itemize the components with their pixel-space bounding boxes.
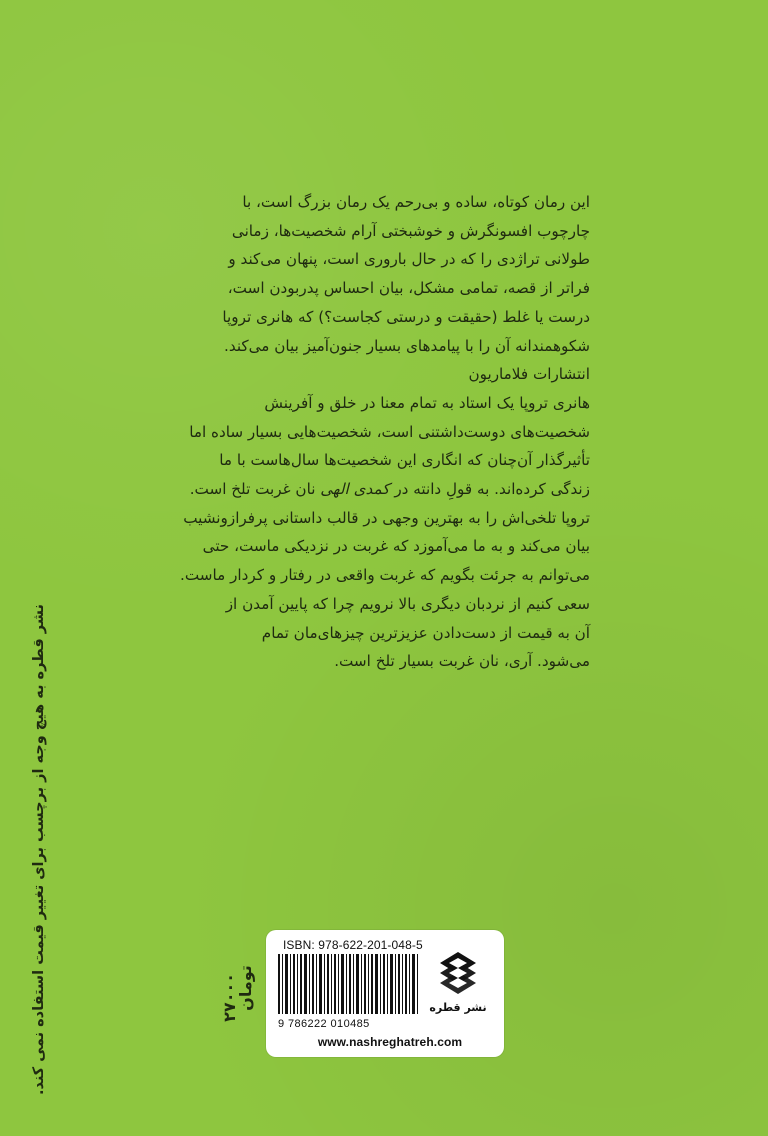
publisher-credit-text: انتشارات فلاماریون: [468, 365, 590, 384]
blurb-line: چارچوب افسونگرش و خوشبختی آرام شخصیت‌ها، زمانی: [231, 221, 590, 240]
blurb-paragraph-1: [150, 188, 590, 360]
blurb-line: شکوهمندانه آن را با پیامدهای بسیار جنون‌آمیز بیان می‌کند.: [224, 336, 590, 355]
price-policy-note-text: نشر قطره به هیچ وجه از برچسب برای تغییر قیمت استفاده نمی کند.: [31, 604, 47, 1096]
blurb-line: بیان می‌کند و به ما می‌آموزد که غربت در نزدیکی ماست، حتی: [202, 537, 590, 556]
isbn-label: ISBN: 978-622-201-048-5: [283, 938, 423, 952]
barcode-card: [266, 930, 504, 1057]
blurb-line: درست یا غلط (حقیقت و درستی کجاست؟) که هانری تروپا: [222, 307, 590, 326]
blurb-line: آن به قیمت از دست‌دادن عزیزترین چیزهای‌مان تمام: [261, 623, 590, 642]
blurb-line: شخصیت‌های دوست‌داشتنی است، شخصیت‌هایی بسیار ساده اما: [189, 422, 590, 441]
price-label: [220, 930, 255, 1056]
work-title: کمدی الهی: [320, 480, 390, 499]
blurb-line: فراتر از قصه، تمامی مشکل، بیان احساس پدربودن است،: [227, 279, 590, 298]
blurb-line: طولانی تراژدی را که در حال باروری است، پنهان می‌کند و: [228, 250, 590, 269]
blurb-line: هانری تروپا یک استاد به تمام معنا در خلق و آفرینش: [264, 393, 590, 412]
blurb-paragraph-2: [150, 389, 590, 676]
barcode-digits: 9 786222 010485: [278, 1018, 370, 1030]
publisher-name: نشر قطره: [429, 1001, 487, 1014]
book-blurb: [150, 188, 590, 676]
blurb-line: این رمان کوتاه، ساده و بی‌رحم یک رمان بزرگ است، با: [242, 193, 590, 211]
price-value: ۲۷۰۰۰: [220, 972, 239, 1022]
publisher-website: www.nashreghatreh.com: [317, 1035, 463, 1049]
blurb-line: تروپا تلخی‌اش را به بهترین وجهی در قالب داستانی پرفرازونشیب: [183, 508, 590, 527]
publisher-logo: [429, 949, 487, 1031]
price-text-group: [222, 965, 254, 1022]
price-policy-note: [30, 604, 48, 1096]
blurb-line: تأثیرگذار آن‌چنان که انگاری این شخصیت‌ها سال‌هاست با ما: [219, 451, 590, 470]
diamond-stack-icon: [436, 949, 480, 999]
blurb-line: سعی کنیم از نردبان دیگری بالا نرویم چرا که پایین آمدن از: [225, 594, 590, 613]
publisher-credit: [150, 360, 590, 389]
blurb-line: زندگی کرده‌اند. به قولِ دانته در: [394, 480, 590, 499]
price-currency: تومان: [236, 964, 255, 1011]
blurb-line: نان غربت تلخ است.: [189, 480, 316, 499]
blurb-line: می‌توانم به جرئت بگویم که غربت واقعی در رفتار و کردار ماست.: [180, 566, 590, 585]
blurb-line: می‌شود. آری، نان غربت بسیار تلخ است.: [334, 652, 590, 671]
